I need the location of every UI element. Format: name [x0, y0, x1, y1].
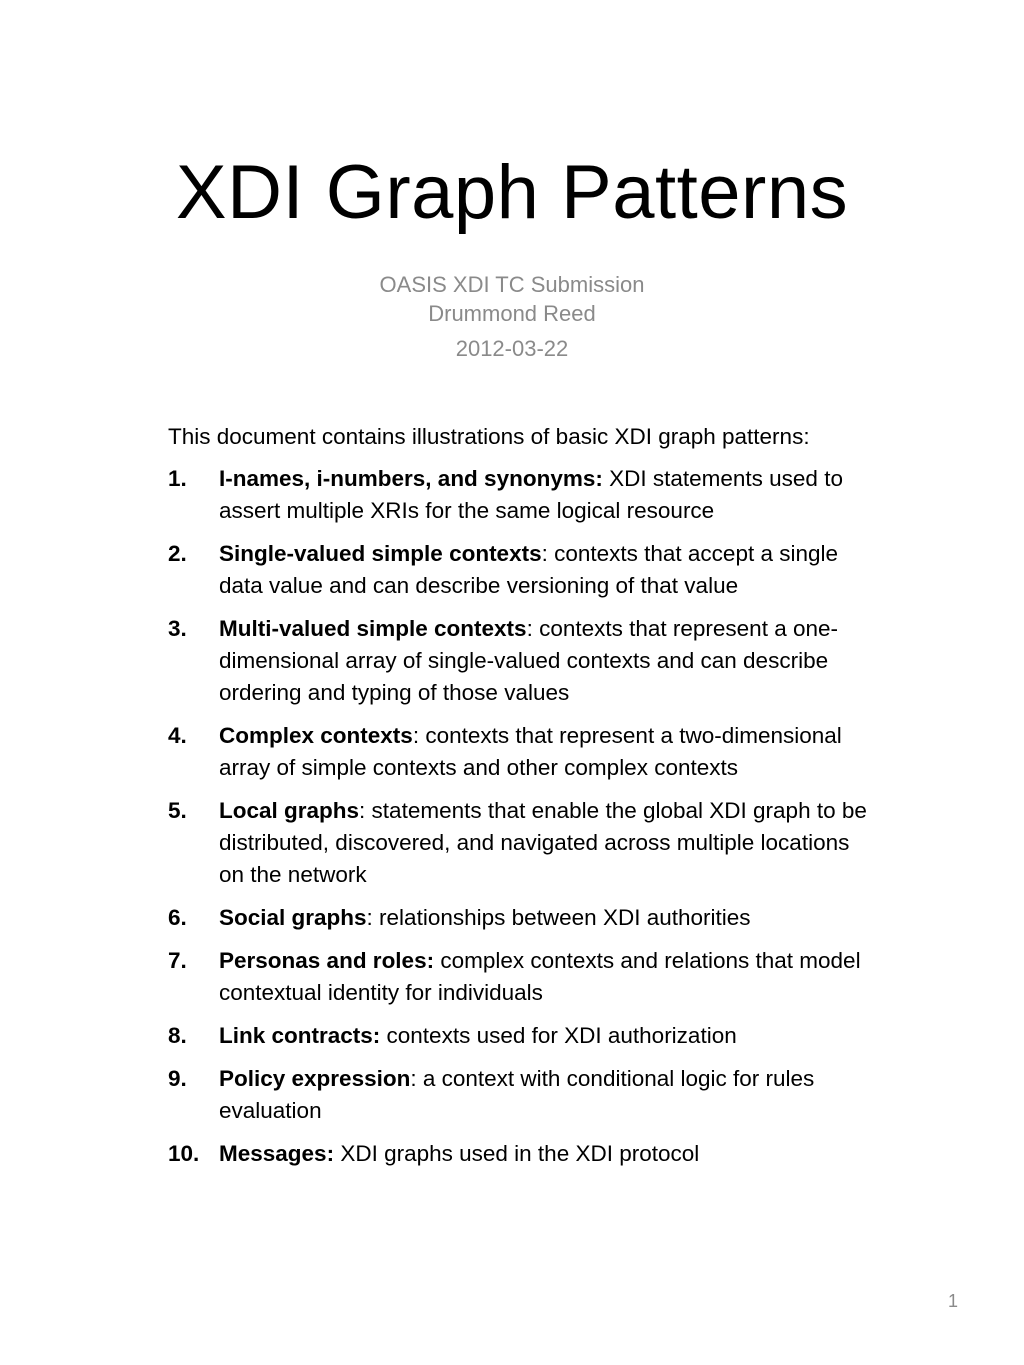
list-item-description: contexts used for XDI authorization	[380, 1023, 737, 1048]
author-line: Drummond Reed	[428, 301, 596, 326]
list-item-term: Personas and roles:	[219, 948, 435, 973]
list-item-number: 8.	[168, 1023, 187, 1048]
list-item	[168, 613, 868, 709]
list-item	[168, 1138, 868, 1170]
list-item-number: 6.	[168, 905, 187, 930]
slide-subtitle	[0, 270, 1024, 363]
pattern-list	[168, 463, 868, 1170]
list-item-term: Single-valued simple contexts	[219, 541, 542, 566]
list-item-term: Multi-valued simple contexts	[219, 616, 527, 641]
list-item-number: 9.	[168, 1066, 187, 1091]
page-number: 1	[947, 1291, 958, 1311]
list-item-description: : contexts that represent a two-dimensional array of simple contexts and other complex contexts	[219, 723, 842, 780]
list-item-number: 5.	[168, 798, 187, 823]
list-item	[168, 463, 868, 527]
list-item	[168, 720, 868, 784]
list-item-number: 3.	[168, 616, 187, 641]
list-item-term: Messages:	[219, 1141, 335, 1166]
list-item-description: XDI statements used to assert multiple XRIs for the same logical resource	[219, 466, 843, 523]
list-item-description: : a context with conditional logic for rules evaluation	[219, 1066, 815, 1123]
list-item	[168, 1020, 868, 1052]
list-item-term: Link contracts:	[219, 1023, 381, 1048]
list-item-number: 1.	[168, 466, 187, 491]
list-item-term: Social graphs	[219, 905, 367, 930]
list-item-description: : relationships between XDI authorities	[366, 905, 751, 930]
list-item-number: 2.	[168, 541, 187, 566]
slide-title: XDI Graph Patterns	[175, 150, 849, 235]
list-item	[168, 795, 868, 891]
list-item	[168, 1063, 868, 1127]
slide-body	[168, 421, 868, 1181]
list-item	[168, 538, 868, 602]
list-item-description: XDI graphs used in the XDI protocol	[334, 1141, 700, 1166]
date-line: 2012-03-22	[455, 336, 569, 361]
list-item-term: Complex contexts	[219, 723, 413, 748]
list-item-term: Policy expression	[219, 1066, 411, 1091]
list-item-description: : statements that enable the global XDI graph to be distributed, discovered, and navigated across multiple locations on the network	[219, 798, 867, 887]
list-item	[168, 902, 868, 934]
list-item-term: I-names, i-numbers, and synonyms:	[219, 466, 603, 491]
submission-line: OASIS XDI TC Submission	[379, 272, 645, 297]
list-item-number: 4.	[168, 723, 187, 748]
list-item-number: 7.	[168, 948, 187, 973]
list-item	[168, 945, 868, 1009]
list-item-number: 10.	[168, 1141, 200, 1166]
list-item-description: : contexts that represent a one-dimensional array of single-valued contexts and can describe ordering and typing of those values	[219, 616, 838, 705]
list-item-description: complex contexts and relations that model contextual identity for individuals	[219, 948, 861, 1005]
list-item-description: : contexts that accept a single data value and can describe versioning of that value	[219, 541, 839, 598]
list-item-term: Local graphs	[219, 798, 360, 823]
intro-text: This document contains illustrations of basic XDI graph patterns:	[168, 424, 810, 449]
